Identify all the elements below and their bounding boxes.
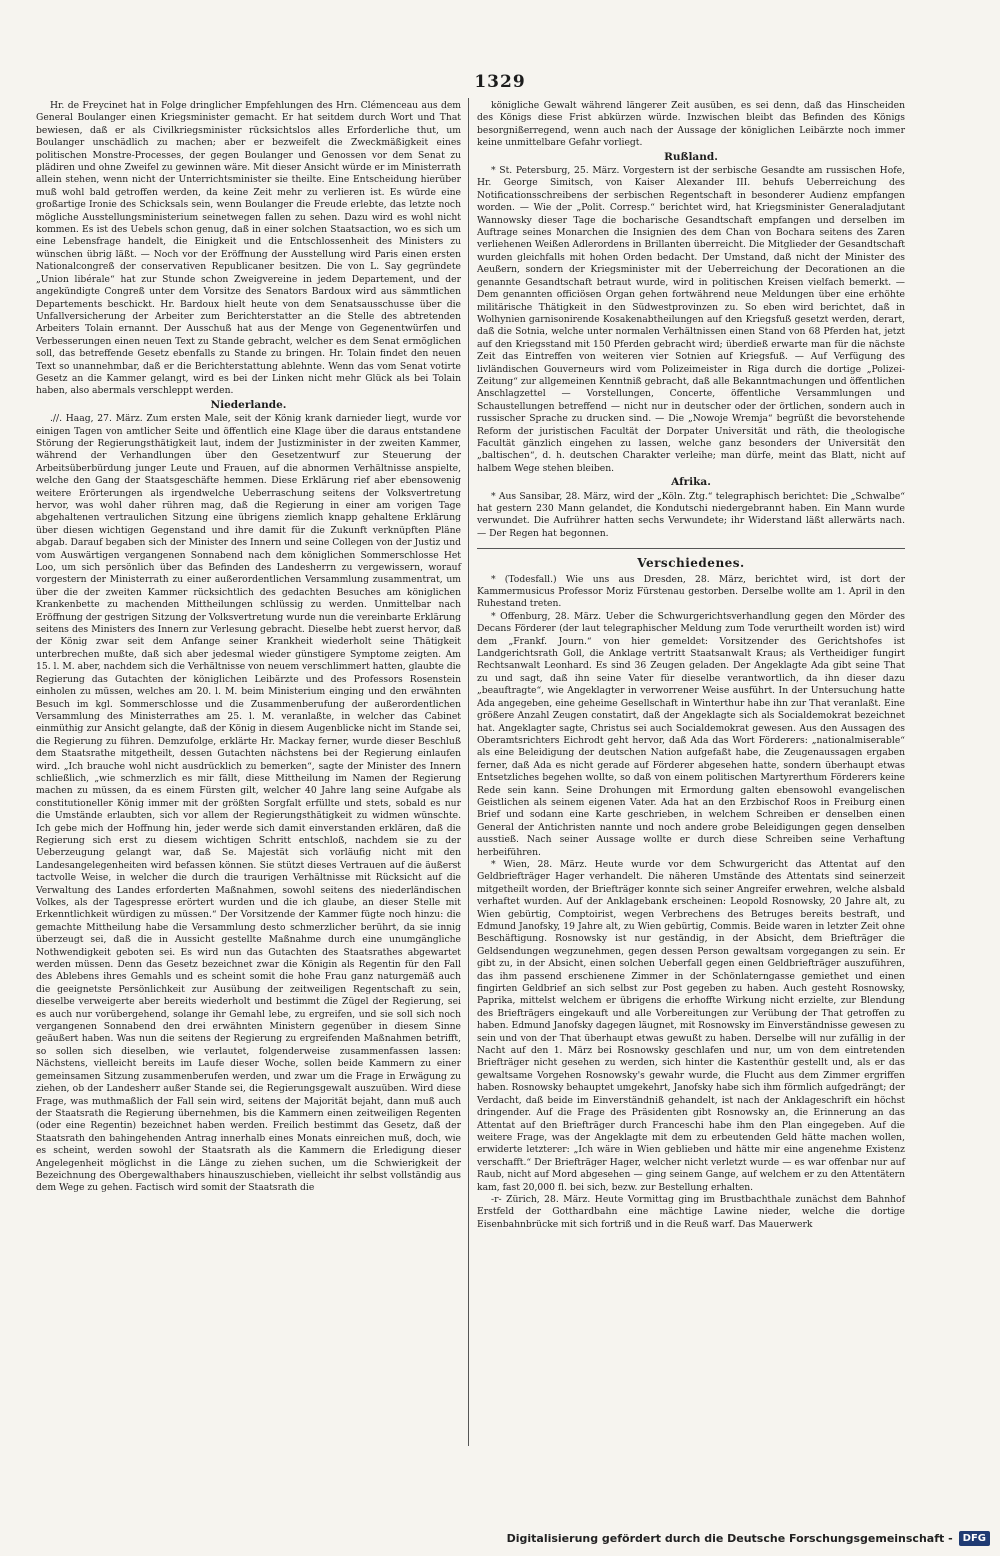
heading-verschiedenes: Verschiedenes.	[637, 556, 745, 571]
section-divider	[477, 548, 905, 549]
right-column	[477, 100, 905, 1231]
article-paragraph: -r- Zürich, 28. März. Heute Vormittag ging im Brustbachthale zunächst dem Bahnhof Erstfeld der Gotthardbahn eine mächtige Lawine nieder, welche die dortige Eisenbahnbrücke mit sich fortriß und in die Reuß warf. Das Mauerwerk	[477, 1193, 905, 1230]
footer-text: Digitalisierung gefördert durch die Deutsche Forschungsgemeinschaft -	[506, 1531, 953, 1545]
article-paragraph: .//. Haag, 27. März. Zum ersten Male, seit der König krank darnieder liegt, wurde vor einigen Tagen von amtlicher Seite und öffentlich eine Klage über die daraus entstandene Störung der Regierungsthätigkeit laut, indem der Justizminister in der zweiten Kammer, während der Verhandlungen über den Gesetzentwurf zur Steuerung der Arbeitsüberbürdung junger Leute und Frauen, auf die abnormen Verhältnisse anspielte, welche den Gang der Staatsgeschäfte hemmen. Diese Erklärung rief aber ebensowenig weitere Erörterungen als irgendwelche Ueberraschung seitens der Volksvertretung hervor, was wohl daher rühren mag, daß die Regierung in einer am vorigen Tage abgehaltenen vertraulichen Sitzung eine übrigens ziemlich knapp gehaltene Erklärung über diesen wichtigen Gegenstand und ihre damit für die Zukunft verknüpften Pläne abgab. Darauf begaben sich der Minister des Innern und seine Collegen von der Justiz und vom Auswärtigen vergangenen Sonnabend nach dem königlichen Sommerschlosse Het Loo, um sich persönlich über das Befinden des Landesherrn zu vergewissern, worauf vorgestern der Ministerrath zu einer außerordentlichen Versammlung zusammentrat, um über die der zweiten Kammer rücksichtlich des gedachten Besuches am königlichen Krankenbette zu machenden Mittheilungen schlüssig zu werden. Unmittelbar nach Eröffnung der gestrigen Sitzung der Volksvertretung wurde nun die vereinbarte Erklärung seitens des Ministers des Innern zur Verlesung gebracht. Dieselbe hebt zuerst hervor, daß der König zwar seit dem Anfange seiner Krankheit wiederholt seine Thätigkeit unterbrechen mußte, daß sich aber jedesmal wieder günstigere Symptome zeigten. Am 15. l. M. aber, nachdem sich die Verhältnisse von neuem verschlimmert hatten, glaubte die Regierung das Gutachten der königlichen Leibärzte und des Professors Rosenstein einholen zu müssen, welches am 20. l. M. beim Ministerium einging und den erwähnten Besuch im kgl. Sommerschlosse und die Zusammenberufung der außerordentlichen Versammlung des Ministerrathes am 25. l. M. veranlaßte, in welcher das Cabinet einmüthig zur Ansicht gelangte, daß der König in diesem Augenblicke nicht im Stande sei, die Regierung zu führen. Demzufolge, erklärte Hr. Mackay ferner, wurde dieser Beschluß dem Staatsrathe mitgetheilt, dessen Gutachten nächstens bei der Regierung einlaufen wird. „Ich brauche wohl nicht ausdrücklich zu bemerken“, sagte der Minister des Innern schließlich, „wie schmerzlich es mir fällt, diese Mittheilung im Namen der Regierung machen zu müssen, da es einem Fürsten gilt, welcher 40 Jahre lang seine Aufgabe als constitutioneller König immer mit der größten Sorgfalt erfüllte und stets, sobald es nur die Umstände erlaubten, sich vor allem der Regierungsthätigkeit zu widmen wünschte. Ich gebe mich der Hoffnung hin, jeder werde sich damit einverstanden erklären, daß die Regierung sich erst zu diesem wichtigen Schritt entschloß, nachdem sie zu der Ueberzeugung gelangt war, daß Se. Majestät sich vorläufig nicht mit den Landesangelegenheiten wird befassen können. Sie stützt dieses Vertrauen auf die äußerst tactvolle Weise, in welcher die durch die traurigen Verhältnisse mit Rücksicht auf die Verwaltung des Landes erforderten Maßnahmen, sowohl seitens des niederländischen Volkes, als der Tagespresse erörtert wurden und die ich glaube, an dieser Stelle mit Erkenntlichkeit würdigen zu müssen.“ Der Vorsitzende der Kammer fügte noch hinzu: die gemachte Mittheilung habe die Versammlung desto schmerzlicher berührt, da sie innig überzeugt sei, daß die in Aussicht gestellte Maßnahme durch eine unumgängliche Nothwendigkeit geboten sei. Es wird nun das Gutachten des Staatsrathes abgewartet werden müssen. Denn das Gesetz bezeichnet zwar die Königin als Regentin für den Fall des Ablebens ihres Gemahls und es scheint somit die hohe Frau ganz naturgemäß auch die geeignetste Persönlichkeit zur Ausübung der zeitweiligen Regentschaft zu sein, dieselbe verweigerte aber bereits wiederholt und bestimmt die Zügel der Regierung, sei es auch nur vorübergehend, solange ihr Gemahl lebe, zu ergreifen, und sie soll sich noch vergangenen Sonnabend den drei erwähnten Ministern gegenüber in diesem Sinne geäußert haben. Was nun die seitens der Regierung zu ergreifenden Maßnahmen betrifft, so sollen sich dieselben, wie verlautet, folgenderweise zusammenfassen lassen: Nächstens, vielleicht bereits im Laufe dieser Woche, sollen beide Kammern zu einer gemeinsamen Sitzung zusammenberufen werden, und zwar um die Frage in Erwägung zu ziehen, ob der Landesherr außer Stande sei, die Regierungsgewalt auszuüben. Wird diese Frage, was muthmaßlich der Fall sein wird, seitens der Majorität bejaht, dann muß auch der Staatsrath die Regierung übernehmen, bis die Kammern einen zeitweiligen Regenten (oder eine Regentin) bezeichnet haben werden. Freilich bestimmt das Gesetz, daß der Staatsrath den bahingehenden Antrag innerhalb eines Monats einreichen muß, doch, wie es scheint, werden sowohl der Staatsrath als die Kammern die Erledigung dieser Angelegenheit möglichst in die Länge zu ziehen suchen, um die Schwierigkeit der Bezeichnung des Obergewalthabers hinauszuschieben, vielleicht ihr selbst vollständig aus dem Wege zu gehen. Factisch wird somit der Staatsrath die	[36, 413, 461, 1194]
left-column	[36, 100, 461, 1195]
column-divider	[468, 98, 469, 1446]
heading-russland: Rußland.	[664, 150, 718, 163]
right-paragraphs-1	[477, 100, 905, 150]
heading-niederlande: Niederlande.	[210, 398, 287, 411]
left-paragraphs-2	[36, 413, 461, 1195]
heading-afrika: Afrika.	[671, 476, 711, 489]
page-number: 1329	[474, 72, 526, 92]
article-paragraph: * Aus Sansibar, 28. März, wird der „Köln. Ztg.“ telegraphisch berichtet: Die „Schwalbe“ hat gestern 230 Mann gelandet, die Kondutschi niedergebrannt haben. Ein Mann wurde verwundet. Die Aufrührer hatten sechs Verwundete; ihr Widerstand läßt allerwärts nach. — Der Regen hat begonnen.	[477, 490, 905, 539]
article-paragraph: königliche Gewalt während längerer Zeit ausüben, es sei denn, daß das Hinscheiden des Königs diese Frist abkürzen würde. Inzwischen bleibt das Befinden des Königs besorgnißerregend, wenn auch nach der Aussage der königlichen Leibärzte noch immer keine unmittelbare Gefahr vorliegt.	[477, 100, 905, 149]
right-paragraphs-3	[477, 491, 905, 541]
article-paragraph: * St. Petersburg, 25. März. Vorgestern ist der serbische Gesandte am russischen Hofe, Hr. George Simitsch, von Kaiser Alexander III. behufs Ueberreichung des Notificationsschreibens der serbischen Regentschaft in besonderer Audienz empfangen worden. — Wie der „Polit. Corresp.“ berichtet wird, hat Kriegsminister Generaladjutant Wannowsky dieser Tage die bocharische Gesandtschaft empfangen und derselben im Auftrage seines Monarchen die Insignien des dem Chan von Bochara seitens des Zaren verliehenen Weißen Adlerordens in Brillanten überreicht. Die Mitglieder der Gesandtschaft wurden gleichfalls mit hohen Orden bedacht. Der Umstand, daß nicht der Minister des Aeußern, sondern der Kriegsminister mit der Ueberreichung der Decorationen an die genannte Gesandtschaft betraut wurde, wird in politischen Kreisen vielfach bemerkt. — Dem genannten officiösen Organ gehen fortwährend neue Meldungen über eine erhöhte militärische Thätigkeit in den Südwestprovinzen zu. So eben wird berichtet, daß in Wolhynien garnisonirende Kosakenabtheilungen auf den Kriegsfuß gesetzt werden, derart, daß die Sotnia, welche unter normalen Verhältnissen einen Stand von 68 Pferden hat, jetzt auf den Kriegsstand mit 150 Pferden gebracht wird; überdieß erwarte man für die nächste Zeit das Eintreffen von weiteren vier Sotnien auf Kriegsfuß. — Auf Verfügung des livländischen Gouverneurs wird vom Polizeimeister in Riga durch die dortige „Polizei-Zeitung“ zur allgemeinen Kenntniß gebracht, daß alle Bekanntmachungen und öffentlichen Anschlagzettel — Vorstellungen, Concerte, öffentliche Versammlungen und Schaustellungen betreffend — nicht nur in deutscher oder der örtlichen, sondern auch in russischer Sprache zu drucken sind. — Die „Nowoje Wremja“ begrüßt die bevorstehende Reform der juristischen Facultät der Dorpater Universität und räth, die theologische Facultät gänzlich eingehen zu lassen, welche ganz besonders der Universität den „baltischen“, d. h. deutschen Charakter verleihe; man dürfe, meint das Blatt, nicht auf halbem Wege stehen bleiben.	[477, 165, 905, 474]
article-paragraph: * (Todesfall.) Wie uns aus Dresden, 28. März, berichtet wird, ist dort der Kammermusicus Professor Moriz Fürstenau gestorben. Derselbe wollte am 1. April in den Ruhestand treten.	[477, 573, 905, 610]
left-paragraphs-1	[36, 100, 461, 398]
footer	[0, 1524, 1000, 1552]
dfg-logo: DFG	[959, 1531, 990, 1546]
article-paragraph: Hr. de Freycinet hat in Folge dringlicher Empfehlungen des Hrn. Clémenceau aus dem General Boulanger einen Kriegsminister gemacht. Er hat seitdem durch Wort und That bewiesen, daß er als Civilkriegsminister rücksichtslos alles Erforderliche thut, um Boulanger unschädlich zu machen; aber er bezweifelt die Zweckmäßigkeit eines politischen Monstre-Processes, der gegen Boulanger und Genossen vor dem Senat zu plädiren und ohne Zweifel zu gewinnen wäre. Mit dieser Ansicht würde er im Ministerrath allein stehen, wenn nicht der Unterrichtsminister sie theilte. Eine Entscheidung hierüber muß wohl bald getroffen werden, da keine Zeit mehr zu verlieren ist. Es würde eine großartige Ironie des Schicksals sein, wenn Boulanger die Freude erlebte, das letzte noch mögliche Ausstellungsministerium seinetwegen fallen zu sehen. Dazu wird es wohl nicht kommen. Es ist des Uebels schon genug, daß in einer solchen Staatsaction, wo es sich um eine Lebensfrage handelt, die Einigkeit und die Entschlossenheit des Ministers zu wünschen übrig läßt. — Noch vor der Eröffnung der Ausstellung wird Paris einen ersten Nationalcongreß der conservativen Republicaner besitzen. Die von L. Say gegründete „Union libérale“ hat zur Stunde schon Zweigvereine in jedem Departement, und der angekündigte Congreß unter dem Vorsitze des Senators Bardoux wird aus sämmtlichen Departements beschickt. Hr. Bardoux hielt heute von dem Senatsausschusse über die Unfallversicherung der Arbeiter zum Berichterstatter an die Stelle des abtretenden Arbeiters Tolain ernannt. Der Ausschuß hat aus der Menge von Gegenentwürfen und Verbesserungen einen neuen Text zu Stande gebracht, welcher es dem Senat ermöglichen soll, das betreffende Gesetz ebenfalls zu Stande zu bringen. Hr. Tolain findet den neuen Text so unannehmbar, daß er die Berichterstattung ablehnte. Wenn das vom Senat votirte Gesetz an die Kammer gelangt, wird es bei der Linken nicht mehr Glück als bei Tolain haben, also abermals verschleppt werden.	[36, 100, 461, 397]
article-paragraph: * Wien, 28. März. Heute wurde vor dem Schwurgericht das Attentat auf den Geldbriefträger Hager verhandelt. Die näheren Umstände des Attentats sind seinerzeit mitgetheilt worden, der Briefträger konnte sich seiner Angreifer erwehren, welche alsbald verhaftet wurden. Auf der Anklagebank erscheinen: Leopold Rosnowsky, 20 Jahre alt, zu Wien gebürtig, Comptoirist, wegen Verbrechens des Betruges bereits bestraft, und Edmund Janofsky, 19 Jahre alt, zu Wien gebürtig, Commis. Beide waren in letzter Zeit ohne Beschäftigung. Rosnowsky ist nur geständig, in der Absicht, dem Briefträger die Geldsendungen wegzunehmen, gegen dessen Person gewaltsam vorgegangen zu sein. Er gibt zu, in der Absicht, einen solchen Ueberfall gegen einen Geldbriefträger auszuführen, das ihm passend erschienene Zimmer in der Schönlaterngasse gemiethet und einen fingirten Geldbrief an sich selbst zur Post gegeben zu haben. Auch gesteht Rosnowsky, Paprika, mittelst welchem er übrigens die erhoffte Wirkung nicht erzielte, zur Blendung des Briefträgers eingekauft und alle Vorbereitungen zur Verübung der That getroffen zu haben. Edmund Janofsky dagegen läugnet, mit Rosnowsky im Einverständnisse gewesen zu sein und von der That überhaupt etwas gewußt zu haben. Derselbe will nur zufällig in der Nacht auf den 1. März bei Rosnowsky geschlafen und nur, um von dem eintretenden Briefträger nicht gesehen zu werden, sich hinter die Kastenthür gestellt und, als er das gewaltsame Vorgehen Rosnowsky's gewahr wurde, die Flucht aus dem Zimmer ergriffen haben. Rosnowsky behauptet umgekehrt, Janofsky habe sich ihm förmlich aufgedrängt; der Verdacht, daß beide im Einverständniß gehandelt, ist nach der Anklageschrift ein höchst dringender. Auf die Frage des Präsidenten gibt Rosnowsky an, die Erinnerung an das Attentat auf den Briefträger durch Franceschi habe ihm den Plan eingegeben. Auf die weitere Frage, was der Angeklagte mit dem zu erbeutenden Geld hätte machen wollen, erwiderte letzterer: „Ich wäre in Wien geblieben und hätte mir eine angenehme Existenz verschafft.“ Der Briefträger Hager, welcher nicht verletzt wurde — es war offenbar nur auf Raub, nicht auf Mord abgesehen — ging seinem Gange, auf welchem er zu den Attentätern kam, fast 20,000 fl. bei sich, bezw. zur Bestellung erhalten.	[477, 858, 905, 1193]
article-paragraph: * Offenburg, 28. März. Ueber die Schwurgerichtsverhandlung gegen den Mörder des Decans Förderer (der laut telegraphischer Meldung zum Tode verurtheilt worden ist) wird dem „Frankf. Journ.“ von hier gemeldet: Vorsitzender des Gerichtshofes ist Landgerichtsrath Goll, die Anklage vertritt Staatsanwalt Kraus; als Vertheidiger fungirt Rechtsanwalt Leonhard. Es sind 36 Zeugen geladen. Der Angeklagte Ada gibt seine That zu und sagt, daß ihn seine Vater für dieselbe verantwortlich, da ihn dieser dazu „beauftragte“, wie Angeklagter in verworrener Weise ausführt. In der Untersuchung hatte Ada angegeben, eine geheime Gesellschaft in Winterthur habe ihn zur That veranlaßt. Eine größere Anzahl Zeugen constatirt, daß der Angeklagte sich als Socialdemokrat bezeichnet hat. Angeklagter sagte, Christus sei auch Socialdemokrat gewesen. Aus den Aussagen des Oberamtsrichters Eichrodt geht hervor, daß Ada das Wort Förderers: „nationalmiserable“ als eine Beleidigung der deutschen Nation aufgefaßt habe, die Zeugenaussagen ergaben ferner, daß Ada es nicht gerade auf Förderer abgesehen hatte, sondern überhaupt etwas Entsetzliches begehen wollte, so daß von einem politischen Martyrerthum Förderers keine Rede sein kann. Seine Drohungen mit Ermordung galten ebensowohl evangelischen Geistlichen als seinem eigenen Vater. Ada hat an den Erzbischof Roos in Freiburg einen Brief und sodann eine Karte geschrieben, in welchem Schreiben er denselben einen General der Antichristen nannte und noch andere grobe Beleidigungen gegen denselben ausstieß. Nach seiner Aussage wollte er durch diese Schreiben seine Verhaftung herbeiführen.	[477, 610, 905, 858]
right-paragraphs-2	[477, 165, 905, 475]
right-paragraphs-4	[477, 574, 905, 1232]
